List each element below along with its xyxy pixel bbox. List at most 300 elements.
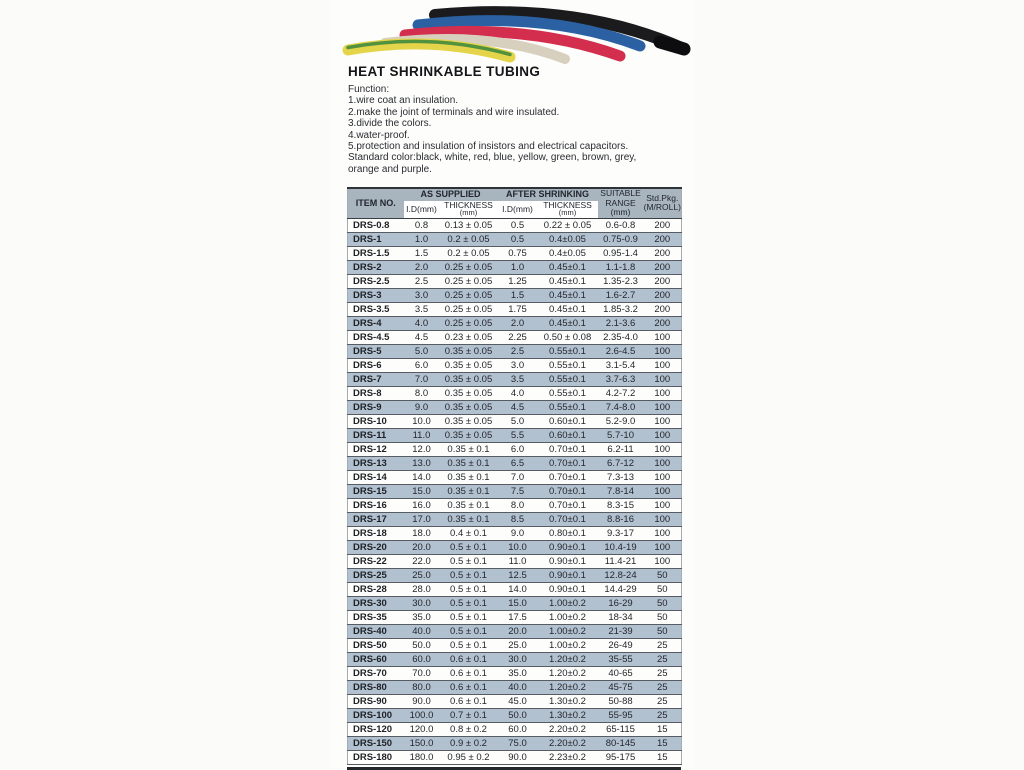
table-row xyxy=(348,540,682,554)
supplied-id-cell: 20.0 xyxy=(404,540,440,554)
spec-table-wrap xyxy=(347,187,681,770)
table-row xyxy=(348,456,682,470)
suitable-range-cell: 95-175 xyxy=(598,750,644,764)
function-item: 3.divide the colors. xyxy=(348,118,432,130)
shrunk-thickness-cell: 1.20±0.2 xyxy=(538,666,598,680)
supplied-thickness-cell: 0.35 ± 0.1 xyxy=(440,484,498,498)
supplied-thickness-cell: 0.5 ± 0.1 xyxy=(440,596,498,610)
item-no-cell: DRS-3 xyxy=(348,288,404,302)
supplied-thickness-cell: 0.6 ± 0.1 xyxy=(440,652,498,666)
shrunk-thickness-cell: 0.55±0.1 xyxy=(538,372,598,386)
shrunk-id-cell: 17.5 xyxy=(498,610,538,624)
std-pkg-cell: 100 xyxy=(644,386,682,400)
item-no-cell: DRS-13 xyxy=(348,456,404,470)
item-no-cell: DRS-17 xyxy=(348,512,404,526)
item-no-cell: DRS-9 xyxy=(348,400,404,414)
item-no-cell: DRS-10 xyxy=(348,414,404,428)
supplied-thickness-cell: 0.25 ± 0.05 xyxy=(440,288,498,302)
item-no-cell: DRS-28 xyxy=(348,582,404,596)
shrunk-id-cell: 2.25 xyxy=(498,330,538,344)
spec-table-header xyxy=(348,188,682,218)
table-row xyxy=(348,470,682,484)
suitable-range-cell: 4.2-7.2 xyxy=(598,386,644,400)
table-row xyxy=(348,358,682,372)
table-row xyxy=(348,232,682,246)
table-row xyxy=(348,652,682,666)
supplied-thickness-cell: 0.35 ± 0.05 xyxy=(440,372,498,386)
item-no-cell: DRS-7 xyxy=(348,372,404,386)
shrunk-thickness-cell: 0.55±0.1 xyxy=(538,344,598,358)
suitable-range-cell: 14.4-29 xyxy=(598,582,644,596)
table-row xyxy=(348,442,682,456)
shrunk-id-cell: 60.0 xyxy=(498,722,538,736)
shrunk-thickness-cell: 0.45±0.1 xyxy=(538,316,598,330)
function-item: 5.protection and insulation of insistors and electrical capacitors. xyxy=(348,141,629,153)
table-row xyxy=(348,316,682,330)
table-row xyxy=(348,736,682,750)
page-title: HEAT SHRINKABLE TUBING xyxy=(348,64,541,79)
supplied-id-cell: 35.0 xyxy=(404,610,440,624)
item-no-cell: DRS-18 xyxy=(348,526,404,540)
supplied-thickness-cell: 0.35 ± 0.1 xyxy=(440,470,498,484)
std-pkg-cell: 200 xyxy=(644,246,682,260)
function-block xyxy=(348,84,678,175)
std-pkg-cell: 100 xyxy=(644,400,682,414)
supplied-thickness-cell: 0.6 ± 0.1 xyxy=(440,680,498,694)
spec-table-body xyxy=(348,218,682,764)
std-pkg-cell: 100 xyxy=(644,470,682,484)
item-no-cell: DRS-5 xyxy=(348,344,404,358)
shrunk-thickness-cell: 0.50 ± 0.08 xyxy=(538,330,598,344)
shrunk-id-cell: 45.0 xyxy=(498,694,538,708)
item-no-cell: DRS-120 xyxy=(348,722,404,736)
supplied-thickness-cell: 0.5 ± 0.1 xyxy=(440,624,498,638)
shrunk-thickness-cell: 1.20±0.2 xyxy=(538,652,598,666)
item-no-cell: DRS-4.5 xyxy=(348,330,404,344)
supplied-id-cell: 0.8 xyxy=(404,218,440,232)
function-item: 4.water-proof. xyxy=(348,129,410,141)
std-pkg-cell: 100 xyxy=(644,498,682,512)
shrunk-id-cell: 1.5 xyxy=(498,288,538,302)
shrunk-id-cell: 8.0 xyxy=(498,498,538,512)
supplied-id-cell: 16.0 xyxy=(404,498,440,512)
supplied-id-cell: 90.0 xyxy=(404,694,440,708)
shrunk-thickness-cell: 2.20±0.2 xyxy=(538,736,598,750)
supplied-id-cell: 30.0 xyxy=(404,596,440,610)
shrunk-thickness-cell: 0.70±0.1 xyxy=(538,498,598,512)
std-pkg-cell: 100 xyxy=(644,344,682,358)
std-pkg-cell: 100 xyxy=(644,512,682,526)
shrunk-thickness-cell: 2.20±0.2 xyxy=(538,722,598,736)
item-no-cell: DRS-180 xyxy=(348,750,404,764)
shrunk-id-cell: 1.25 xyxy=(498,274,538,288)
supplied-id-cell: 3.0 xyxy=(404,288,440,302)
shrunk-id-cell: 0.5 xyxy=(498,232,538,246)
shrunk-id-cell: 10.0 xyxy=(498,540,538,554)
shrunk-thickness-cell: 0.55±0.1 xyxy=(538,400,598,414)
suitable-range-cell: 18-34 xyxy=(598,610,644,624)
suitable-range-cell: 45-75 xyxy=(598,680,644,694)
col-group-as-supplied: AS SUPPLIED xyxy=(404,188,498,201)
std-pkg-cell: 100 xyxy=(644,358,682,372)
table-row xyxy=(348,498,682,512)
item-no-cell: DRS-3.5 xyxy=(348,302,404,316)
std-pkg-cell: 25 xyxy=(644,680,682,694)
col-header-shrunk-thickness: THICKNESS (mm) xyxy=(538,201,598,218)
shrunk-id-cell: 30.0 xyxy=(498,652,538,666)
shrunk-thickness-cell: 1.30±0.2 xyxy=(538,708,598,722)
table-row xyxy=(348,666,682,680)
std-pkg-cell: 100 xyxy=(644,372,682,386)
std-pkg-cell: 200 xyxy=(644,302,682,316)
supplied-id-cell: 60.0 xyxy=(404,652,440,666)
supplied-thickness-cell: 0.5 ± 0.1 xyxy=(440,554,498,568)
item-no-cell: DRS-70 xyxy=(348,666,404,680)
suitable-range-cell: 6.7-12 xyxy=(598,456,644,470)
supplied-thickness-cell: 0.35 ± 0.05 xyxy=(440,428,498,442)
item-no-cell: DRS-80 xyxy=(348,680,404,694)
suitable-range-cell: 5.2-9.0 xyxy=(598,414,644,428)
item-no-cell: DRS-20 xyxy=(348,540,404,554)
item-no-cell: DRS-6 xyxy=(348,358,404,372)
shrunk-thickness-cell: 0.45±0.1 xyxy=(538,260,598,274)
suitable-range-cell: 1.6-2.7 xyxy=(598,288,644,302)
supplied-id-cell: 7.0 xyxy=(404,372,440,386)
item-no-cell: DRS-90 xyxy=(348,694,404,708)
suitable-range-cell: 5.7-10 xyxy=(598,428,644,442)
item-no-cell: DRS-14 xyxy=(348,470,404,484)
supplied-id-cell: 10.0 xyxy=(404,414,440,428)
supplied-thickness-cell: 0.6 ± 0.1 xyxy=(440,666,498,680)
supplied-id-cell: 15.0 xyxy=(404,484,440,498)
shrunk-thickness-cell: 0.4±0.05 xyxy=(538,232,598,246)
shrunk-thickness-cell: 1.00±0.2 xyxy=(538,638,598,652)
item-no-cell: DRS-22 xyxy=(348,554,404,568)
shrunk-thickness-cell: 1.00±0.2 xyxy=(538,624,598,638)
table-row xyxy=(348,568,682,582)
table-row xyxy=(348,526,682,540)
supplied-thickness-cell: 0.35 ± 0.05 xyxy=(440,358,498,372)
table-row xyxy=(348,414,682,428)
shrunk-id-cell: 35.0 xyxy=(498,666,538,680)
col-header-supplied-thickness: THICKNESS (mm) xyxy=(440,201,498,218)
std-pkg-cell: 15 xyxy=(644,722,682,736)
shrunk-id-cell: 14.0 xyxy=(498,582,538,596)
supplied-id-cell: 180.0 xyxy=(404,750,440,764)
supplied-thickness-cell: 0.35 ± 0.05 xyxy=(440,400,498,414)
supplied-id-cell: 2.0 xyxy=(404,260,440,274)
col-header-item-no: ITEM NO. xyxy=(348,188,404,218)
item-no-cell: DRS-1 xyxy=(348,232,404,246)
suitable-range-cell: 6.2-11 xyxy=(598,442,644,456)
shrunk-id-cell: 20.0 xyxy=(498,624,538,638)
supplied-thickness-cell: 0.95 ± 0.2 xyxy=(440,750,498,764)
item-no-cell: DRS-4 xyxy=(348,316,404,330)
item-no-cell: DRS-0.8 xyxy=(348,218,404,232)
supplied-id-cell: 14.0 xyxy=(404,470,440,484)
supplied-thickness-cell: 0.25 ± 0.05 xyxy=(440,274,498,288)
shrunk-id-cell: 7.0 xyxy=(498,470,538,484)
shrunk-id-cell: 2.0 xyxy=(498,316,538,330)
supplied-id-cell: 28.0 xyxy=(404,582,440,596)
std-pkg-cell: 200 xyxy=(644,288,682,302)
std-pkg-cell: 25 xyxy=(644,638,682,652)
item-no-cell: DRS-30 xyxy=(348,596,404,610)
shrunk-id-cell: 4.5 xyxy=(498,400,538,414)
shrunk-id-cell: 2.5 xyxy=(498,344,538,358)
std-pkg-cell: 100 xyxy=(644,456,682,470)
standard-color-line: Standard color:black, white, red, blue, yellow, green, brown, grey, xyxy=(348,152,637,164)
item-no-cell: DRS-150 xyxy=(348,736,404,750)
std-pkg-cell: 200 xyxy=(644,274,682,288)
catalog-page xyxy=(330,0,694,768)
suitable-range-cell: 12.8-24 xyxy=(598,568,644,582)
std-pkg-cell: 50 xyxy=(644,610,682,624)
supplied-id-cell: 8.0 xyxy=(404,386,440,400)
supplied-thickness-cell: 0.25 ± 0.05 xyxy=(440,302,498,316)
suitable-range-cell: 1.35-2.3 xyxy=(598,274,644,288)
supplied-id-cell: 150.0 xyxy=(404,736,440,750)
shrunk-thickness-cell: 0.70±0.1 xyxy=(538,484,598,498)
supplied-thickness-cell: 0.8 ± 0.2 xyxy=(440,722,498,736)
std-pkg-cell: 25 xyxy=(644,694,682,708)
supplied-thickness-cell: 0.35 ± 0.1 xyxy=(440,498,498,512)
table-row xyxy=(348,638,682,652)
shrunk-thickness-cell: 0.90±0.1 xyxy=(538,540,598,554)
table-row xyxy=(348,400,682,414)
table-row xyxy=(348,246,682,260)
suitable-range-cell: 11.4-21 xyxy=(598,554,644,568)
shrunk-id-cell: 7.5 xyxy=(498,484,538,498)
shrunk-thickness-cell: 0.90±0.1 xyxy=(538,582,598,596)
supplied-id-cell: 50.0 xyxy=(404,638,440,652)
supplied-thickness-cell: 0.9 ± 0.2 xyxy=(440,736,498,750)
supplied-id-cell: 2.5 xyxy=(404,274,440,288)
table-bottom-rule xyxy=(347,767,681,770)
suitable-range-cell: 3.1-5.4 xyxy=(598,358,644,372)
shrunk-thickness-cell: 0.45±0.1 xyxy=(538,288,598,302)
shrunk-thickness-cell: 0.70±0.1 xyxy=(538,442,598,456)
std-pkg-cell: 50 xyxy=(644,596,682,610)
suitable-range-cell: 1.85-3.2 xyxy=(598,302,644,316)
shrunk-thickness-cell: 1.20±0.2 xyxy=(538,680,598,694)
supplied-thickness-cell: 0.5 ± 0.1 xyxy=(440,568,498,582)
shrunk-id-cell: 0.5 xyxy=(498,218,538,232)
supplied-thickness-cell: 0.5 ± 0.1 xyxy=(440,610,498,624)
item-no-cell: DRS-60 xyxy=(348,652,404,666)
shrunk-id-cell: 9.0 xyxy=(498,526,538,540)
tubes-photo xyxy=(330,2,692,64)
supplied-id-cell: 120.0 xyxy=(404,722,440,736)
std-pkg-cell: 25 xyxy=(644,708,682,722)
table-row xyxy=(348,288,682,302)
shrunk-thickness-cell: 0.70±0.1 xyxy=(538,456,598,470)
shrunk-id-cell: 0.75 xyxy=(498,246,538,260)
table-row xyxy=(348,750,682,764)
shrunk-id-cell: 1.0 xyxy=(498,260,538,274)
shrunk-thickness-cell: 0.70±0.1 xyxy=(538,512,598,526)
suitable-range-cell: 0.6-0.8 xyxy=(598,218,644,232)
std-pkg-cell: 100 xyxy=(644,540,682,554)
std-pkg-cell: 15 xyxy=(644,736,682,750)
supplied-thickness-cell: 0.35 ± 0.05 xyxy=(440,414,498,428)
suitable-range-cell: 40-65 xyxy=(598,666,644,680)
col-header-std-pkg: Std.Pkg. (M/ROLL) xyxy=(644,188,682,218)
function-item: 1.wire coat an insulation. xyxy=(348,95,459,107)
supplied-id-cell: 100.0 xyxy=(404,708,440,722)
supplied-thickness-cell: 0.2 ± 0.05 xyxy=(440,246,498,260)
shrunk-thickness-cell: 0.80±0.1 xyxy=(538,526,598,540)
table-row xyxy=(348,512,682,526)
suitable-range-cell: 10.4-19 xyxy=(598,540,644,554)
table-row xyxy=(348,302,682,316)
std-pkg-cell: 100 xyxy=(644,484,682,498)
std-pkg-cell: 100 xyxy=(644,330,682,344)
col-group-after-shrinking: AFTER SHRINKING xyxy=(498,188,598,201)
shrunk-thickness-cell: 0.45±0.1 xyxy=(538,302,598,316)
shrunk-id-cell: 75.0 xyxy=(498,736,538,750)
suitable-range-cell: 80-145 xyxy=(598,736,644,750)
suitable-range-cell: 16-29 xyxy=(598,596,644,610)
shrunk-thickness-cell: 0.55±0.1 xyxy=(538,358,598,372)
std-pkg-cell: 50 xyxy=(644,624,682,638)
std-pkg-cell: 200 xyxy=(644,218,682,232)
std-pkg-cell: 100 xyxy=(644,414,682,428)
supplied-id-cell: 70.0 xyxy=(404,666,440,680)
table-row xyxy=(348,372,682,386)
supplied-id-cell: 25.0 xyxy=(404,568,440,582)
suitable-range-cell: 55-95 xyxy=(598,708,644,722)
item-no-cell: DRS-35 xyxy=(348,610,404,624)
shrunk-id-cell: 25.0 xyxy=(498,638,538,652)
supplied-id-cell: 17.0 xyxy=(404,512,440,526)
item-no-cell: DRS-8 xyxy=(348,386,404,400)
supplied-id-cell: 4.0 xyxy=(404,316,440,330)
spec-table xyxy=(347,187,682,765)
supplied-id-cell: 9.0 xyxy=(404,400,440,414)
table-row xyxy=(348,218,682,232)
supplied-id-cell: 1.0 xyxy=(404,232,440,246)
item-no-cell: DRS-50 xyxy=(348,638,404,652)
suitable-range-cell: 21-39 xyxy=(598,624,644,638)
std-pkg-cell: 200 xyxy=(644,260,682,274)
supplied-thickness-cell: 0.2 ± 0.05 xyxy=(440,232,498,246)
table-row xyxy=(348,596,682,610)
suitable-range-cell: 8.8-16 xyxy=(598,512,644,526)
shrunk-id-cell: 12.5 xyxy=(498,568,538,582)
supplied-id-cell: 11.0 xyxy=(404,428,440,442)
table-row xyxy=(348,428,682,442)
shrunk-id-cell: 3.0 xyxy=(498,358,538,372)
shrunk-id-cell: 40.0 xyxy=(498,680,538,694)
item-no-cell: DRS-2 xyxy=(348,260,404,274)
supplied-thickness-cell: 0.35 ± 0.1 xyxy=(440,512,498,526)
std-pkg-cell: 25 xyxy=(644,652,682,666)
supplied-id-cell: 40.0 xyxy=(404,624,440,638)
table-row xyxy=(348,610,682,624)
table-row xyxy=(348,624,682,638)
supplied-id-cell: 4.5 xyxy=(404,330,440,344)
table-row xyxy=(348,260,682,274)
suitable-range-cell: 0.75-0.9 xyxy=(598,232,644,246)
supplied-id-cell: 80.0 xyxy=(404,680,440,694)
shrunk-thickness-cell: 1.30±0.2 xyxy=(538,694,598,708)
item-no-cell: DRS-16 xyxy=(348,498,404,512)
item-no-cell: DRS-25 xyxy=(348,568,404,582)
suitable-range-cell: 9.3-17 xyxy=(598,526,644,540)
supplied-thickness-cell: 0.35 ± 0.1 xyxy=(440,456,498,470)
supplied-thickness-cell: 0.25 ± 0.05 xyxy=(440,316,498,330)
supplied-thickness-cell: 0.35 ± 0.05 xyxy=(440,386,498,400)
shrunk-id-cell: 11.0 xyxy=(498,554,538,568)
table-row xyxy=(348,344,682,358)
shrunk-thickness-cell: 0.60±0.1 xyxy=(538,428,598,442)
function-item: 2.make the joint of terminals and wire insulated. xyxy=(348,106,560,118)
shrunk-thickness-cell: 0.22 ± 0.05 xyxy=(538,218,598,232)
table-row xyxy=(348,694,682,708)
col-header-supplied-id: I.D(mm) xyxy=(404,201,440,218)
supplied-id-cell: 1.5 xyxy=(404,246,440,260)
supplied-id-cell: 13.0 xyxy=(404,456,440,470)
supplied-thickness-cell: 0.23 ± 0.05 xyxy=(440,330,498,344)
supplied-id-cell: 5.0 xyxy=(404,344,440,358)
shrunk-thickness-cell: 1.00±0.2 xyxy=(538,596,598,610)
supplied-thickness-cell: 0.35 ± 0.1 xyxy=(440,442,498,456)
suitable-range-cell: 7.3-13 xyxy=(598,470,644,484)
table-row xyxy=(348,274,682,288)
shrunk-thickness-cell: 0.60±0.1 xyxy=(538,414,598,428)
shrunk-id-cell: 3.5 xyxy=(498,372,538,386)
shrunk-thickness-cell: 0.45±0.1 xyxy=(538,274,598,288)
shrunk-id-cell: 6.5 xyxy=(498,456,538,470)
table-row xyxy=(348,708,682,722)
suitable-range-cell: 1.1-1.8 xyxy=(598,260,644,274)
shrunk-thickness-cell: 0.70±0.1 xyxy=(538,470,598,484)
std-pkg-cell: 100 xyxy=(644,554,682,568)
black-tube-tip xyxy=(660,42,684,49)
std-pkg-cell: 100 xyxy=(644,526,682,540)
col-header-shrunk-id: I.D(mm) xyxy=(498,201,538,218)
suitable-range-cell: 65-115 xyxy=(598,722,644,736)
shrunk-id-cell: 1.75 xyxy=(498,302,538,316)
col-header-suitable-range: SUITABLE RANGE (mm) xyxy=(598,188,644,218)
item-no-cell: DRS-15 xyxy=(348,484,404,498)
supplied-thickness-cell: 0.7 ± 0.1 xyxy=(440,708,498,722)
supplied-thickness-cell: 0.5 ± 0.1 xyxy=(440,638,498,652)
supplied-thickness-cell: 0.25 ± 0.05 xyxy=(440,260,498,274)
shrunk-id-cell: 90.0 xyxy=(498,750,538,764)
std-pkg-cell: 25 xyxy=(644,666,682,680)
suitable-range-cell: 7.4-8.0 xyxy=(598,400,644,414)
shrunk-id-cell: 8.5 xyxy=(498,512,538,526)
shrunk-id-cell: 15.0 xyxy=(498,596,538,610)
item-no-cell: DRS-40 xyxy=(348,624,404,638)
tubes-photo-svg xyxy=(330,2,692,64)
supplied-thickness-cell: 0.5 ± 0.1 xyxy=(440,582,498,596)
item-no-cell: DRS-1.5 xyxy=(348,246,404,260)
supplied-thickness-cell: 0.4 ± 0.1 xyxy=(440,526,498,540)
suitable-range-cell: 8.3-15 xyxy=(598,498,644,512)
item-no-cell: DRS-12 xyxy=(348,442,404,456)
suitable-range-cell: 50-88 xyxy=(598,694,644,708)
item-no-cell: DRS-100 xyxy=(348,708,404,722)
shrunk-id-cell: 50.0 xyxy=(498,708,538,722)
std-pkg-cell: 100 xyxy=(644,442,682,456)
shrunk-id-cell: 5.5 xyxy=(498,428,538,442)
supplied-id-cell: 18.0 xyxy=(404,526,440,540)
std-pkg-cell: 100 xyxy=(644,428,682,442)
suitable-range-cell: 26-49 xyxy=(598,638,644,652)
